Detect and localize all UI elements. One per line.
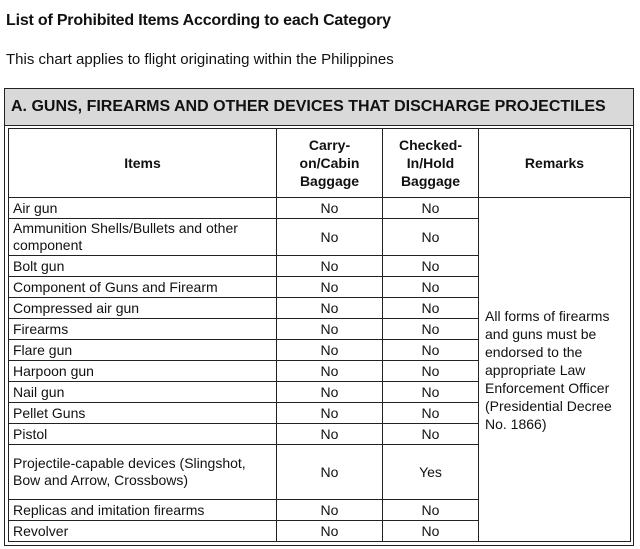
carry-on-cell: No <box>277 403 383 424</box>
carry-on-cell: No <box>277 521 383 542</box>
header-carry-on: Carry-on/Cabin Baggage <box>277 129 383 198</box>
document-title: List of Prohibited Items According to each Category <box>6 12 391 29</box>
checked-cell: No <box>383 256 479 277</box>
prohibited-items-table <box>8 128 631 542</box>
item-cell: Air gun <box>9 198 277 219</box>
item-cell: Compressed air gun <box>9 298 277 319</box>
checked-cell: No <box>383 521 479 542</box>
remarks-cell: All forms of firearms and guns must be endorsed to the appropriate Law Enforcement Officer (Presidential Decree No. 1866) <box>479 198 631 542</box>
checked-cell: No <box>383 361 479 382</box>
item-cell: Harpoon gun <box>9 361 277 382</box>
document-subtitle: This chart applies to flight originating within the Philippines <box>6 51 394 68</box>
checked-cell: No <box>383 277 479 298</box>
header-items: Items <box>9 129 277 198</box>
item-cell: Nail gun <box>9 382 277 403</box>
carry-on-cell: No <box>277 361 383 382</box>
item-cell: Revolver <box>9 521 277 542</box>
checked-cell: No <box>383 198 479 219</box>
checked-cell: No <box>383 403 479 424</box>
item-cell: Firearms <box>9 319 277 340</box>
checked-cell: No <box>383 298 479 319</box>
prohibited-items-chart <box>4 88 634 546</box>
carry-on-cell: No <box>277 219 383 256</box>
checked-cell: Yes <box>383 445 479 500</box>
carry-on-cell: No <box>277 424 383 445</box>
header-remarks: Remarks <box>479 129 631 198</box>
table-row <box>9 198 631 219</box>
item-cell: Component of Guns and Firearm <box>9 277 277 298</box>
carry-on-cell: No <box>277 298 383 319</box>
checked-cell: No <box>383 319 479 340</box>
item-cell: Bolt gun <box>9 256 277 277</box>
item-cell: Replicas and imitation firearms <box>9 500 277 521</box>
checked-cell: No <box>383 219 479 256</box>
carry-on-cell: No <box>277 256 383 277</box>
carry-on-cell: No <box>277 319 383 340</box>
checked-cell: No <box>383 500 479 521</box>
checked-cell: No <box>383 340 479 361</box>
item-cell: Pellet Guns <box>9 403 277 424</box>
carry-on-cell: No <box>277 198 383 219</box>
item-cell: Pistol <box>9 424 277 445</box>
item-cell: Projectile-capable devices (Slingshot, Bow and Arrow, Crossbows) <box>9 445 277 500</box>
checked-cell: No <box>383 424 479 445</box>
section-heading: A. GUNS, FIREARMS AND OTHER DEVICES THAT DISCHARGE PROJECTILES <box>5 89 633 126</box>
carry-on-cell: No <box>277 445 383 500</box>
item-cell: Flare gun <box>9 340 277 361</box>
item-cell: Ammunition Shells/Bullets and other component <box>9 219 277 256</box>
carry-on-cell: No <box>277 500 383 521</box>
carry-on-cell: No <box>277 277 383 298</box>
carry-on-cell: No <box>277 340 383 361</box>
table-header-row <box>9 129 631 198</box>
checked-cell: No <box>383 382 479 403</box>
header-checked: Checked-In/Hold Baggage <box>383 129 479 198</box>
carry-on-cell: No <box>277 382 383 403</box>
